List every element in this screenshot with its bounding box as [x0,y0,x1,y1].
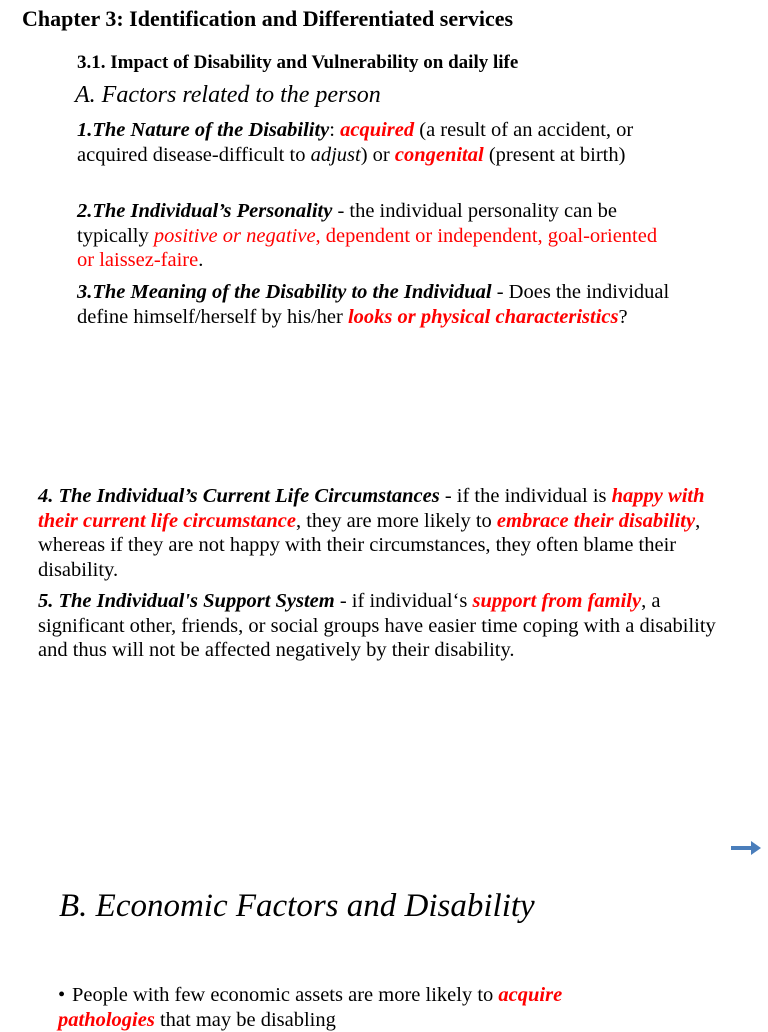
bullet-economic-assets [58,983,658,1032]
highlight: acquire pathologies [58,984,563,1031]
highlight: happy with their current life circumstance [38,485,705,532]
highlight: positive or negative [153,224,316,247]
text: adjust [310,143,361,166]
factor-meaning-of-disability [77,280,677,329]
right-arrow-icon[interactable] [731,841,761,855]
factor-personality [77,199,677,273]
factor-label: 1.The Nature of the Disability [77,119,330,141]
highlight: , dependent or independent, goal-oriented or laissez-faire [77,224,658,271]
chapter-title: Chapter 3: Identification and Differentiated services [22,6,514,31]
highlight: acquired [340,119,415,141]
factor-label: 4. The Individual’s Current Life Circumstances [38,485,440,507]
text: - if the individual is [439,485,612,507]
text: - the individual personality can be typically [77,200,617,247]
text: People with few economic assets are more likely to [72,984,499,1006]
text: , they are more likely to [295,509,497,532]
highlight: looks or physical characteristics [347,305,619,328]
text: - if individual‘s [334,590,473,612]
text: , whereas if they are not happy with their circumstances, they often blame their disability. [38,509,701,581]
text: - Does the individual define himself/herself by his/her [77,281,670,328]
text: (a result of an accident, or acquired disease-difficult to [77,119,634,166]
factor-support-system [38,589,718,663]
factor-label: 5. The Individual's Support System [38,590,335,612]
text: , a significant other, friends, or social groups have easier time coping with a disability and thus will not be affected negatively by their disability. [38,590,716,661]
text: that may be disabling [154,1008,336,1031]
text: : [329,119,341,141]
text: (present at birth) [483,143,626,166]
highlight: embrace their disability [496,509,696,532]
factor-label: 2.The Individual’s Personality [77,200,333,222]
text: ) or [360,143,395,166]
subsection-a-heading: A. Factors related to the person [75,82,381,108]
factor-life-circumstances [38,484,718,582]
subsection-b-heading: B. Economic Factors and Disability [59,888,535,924]
factor-nature-of-disability [77,118,677,167]
bullet-icon: • [58,984,66,1006]
highlight: support from family [472,590,642,612]
factor-label: 3.The Meaning of the Disability to the Individual [77,281,492,303]
text: ? [618,305,628,328]
text: . [198,249,204,271]
highlight: congenital [394,143,484,166]
section-title: 3.1. Impact of Disability and Vulnerability on daily life [77,52,519,73]
